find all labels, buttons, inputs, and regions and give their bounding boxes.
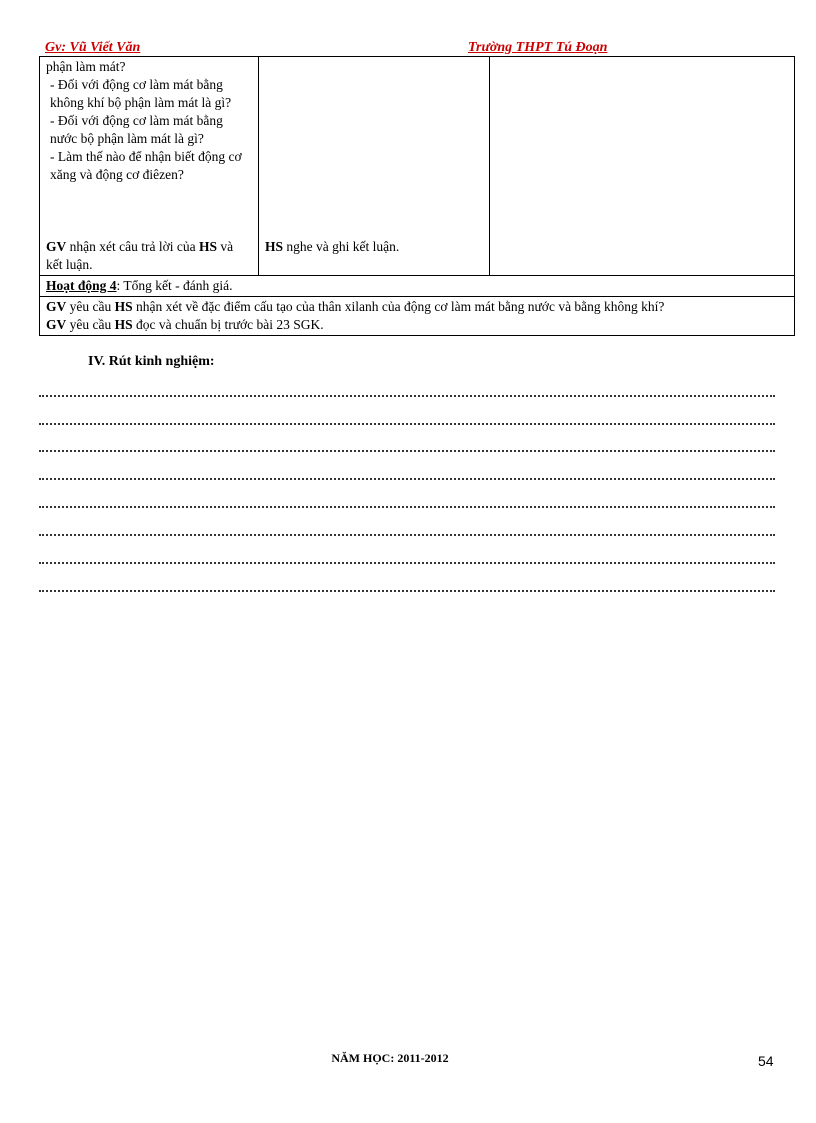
- hs-label: HS: [114, 299, 133, 314]
- summary-text: yêu cầu: [66, 299, 115, 314]
- activity-heading: [40, 276, 795, 297]
- dotted-line: [39, 560, 775, 564]
- dotted-line: [39, 504, 775, 508]
- content-cell: [490, 57, 795, 276]
- dotted-line: [39, 421, 775, 425]
- table-row: [40, 297, 795, 336]
- summary-cell: [40, 297, 795, 336]
- dotted-line: [39, 393, 775, 397]
- question-line: - Làm thế nào để nhận biết động cơ xăng và động cơ điêzen?: [50, 149, 242, 182]
- table-row: [40, 276, 795, 297]
- footer-school-year: NĂM HỌC: 2011-2012: [331, 1051, 449, 1065]
- conclusion-end: và kết luận.: [46, 239, 234, 272]
- question-line: phận làm mát?: [46, 59, 126, 74]
- summary-text: yêu cầu: [66, 317, 115, 332]
- hs-label: HS: [265, 239, 284, 254]
- activity-subtitle: : Tổng kết - đánh giá.: [116, 278, 233, 293]
- conclusion-text: nhận xét câu trả lời của: [66, 239, 199, 254]
- hs-label: HS: [114, 317, 133, 332]
- activity-title: Hoạt động 4: [46, 278, 117, 293]
- hs-label: HS: [198, 239, 217, 254]
- summary-text: đọc và chuẩn bị trước bài 23 SGK.: [132, 317, 324, 332]
- student-response-text: nghe và ghi kết luận.: [283, 239, 400, 254]
- summary-line-2: [46, 316, 788, 334]
- teacher-activity-cell: [40, 57, 259, 276]
- question-line: - Đối với động cơ làm mát bằng không khí bộ phận làm mát là gì?: [50, 77, 232, 110]
- table-row: [40, 57, 795, 276]
- page-number: 54: [758, 1053, 774, 1069]
- lesson-table: [39, 56, 795, 336]
- dotted-line: [39, 448, 775, 452]
- teacher-conclusion: [46, 238, 252, 274]
- dotted-line: [39, 476, 775, 480]
- dotted-line: [39, 588, 775, 592]
- header-school: Trường THPT Tú Đoạn: [468, 40, 608, 55]
- summary-text: nhận xét về đặc điểm cấu tạo của thân xilanh của động cơ làm mát bằng nước và bằng không khí?: [132, 299, 665, 314]
- gv-label: GV: [46, 317, 67, 332]
- dotted-line: [39, 532, 775, 536]
- header-teacher: Gv: Vũ Viết Văn: [45, 40, 141, 55]
- gv-label: GV: [46, 239, 67, 254]
- summary-line-1: [46, 298, 788, 316]
- gv-label: GV: [46, 299, 67, 314]
- student-response: [265, 238, 483, 274]
- student-activity-cell: [259, 57, 490, 276]
- section-title: IV. Rút kinh nghiệm:: [88, 354, 215, 369]
- question-line: - Đối với động cơ làm mát bằng nước bộ phận làm mát là gì?: [50, 113, 223, 146]
